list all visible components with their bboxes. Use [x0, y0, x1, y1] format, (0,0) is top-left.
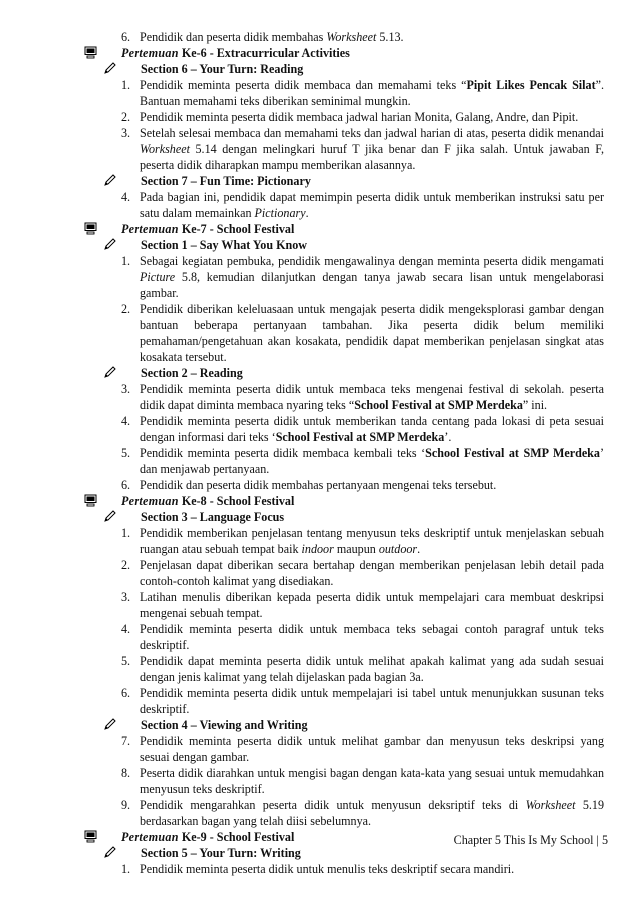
meeting-heading: Pertemuan Ke-8 - School Festival	[84, 493, 604, 509]
list-item: 2. Penjelasan dapat diberikan secara bertahap dengan memberikan penjelasan lebih detail pada contoh-contoh kalimat yang disediakan.	[121, 558, 604, 588]
list-item: 3. Setelah selesai membaca dan memahami teks dan jadwal harian di atas, peserta didik menandai Worksheet 5.14 dengan melingkari huruf T jika benar dan F jika salah. Untuk jawaban F, peserta didik diharapkan mampu memberikan alasannya.	[121, 126, 604, 172]
pencil-icon	[104, 846, 117, 858]
list-item: 8. Peserta didik diarahkan untuk mengisi bagan dengan kata-kata yang sesuai untuk memudahkan menyusun teks deskriptif.	[121, 766, 604, 796]
list-item: 9. Pendidik mengarahkan peserta didik untuk menyusun deksriptif teks di Worksheet 5.19 berdasarkan bagan yang telah diisi sebelumnya.	[121, 798, 604, 828]
section-heading: Section 1 – Say What You Know	[84, 237, 604, 253]
section-heading: Section 4 – Viewing and Writing	[84, 717, 604, 733]
list-item: 3. Latihan menulis diberikan kepada peserta didik untuk mempelajari cara membuat deskripsi mengenai sebuah tempat.	[121, 590, 604, 620]
list-item: 7. Pendidik meminta peserta didik untuk melihat gambar dan menyusun teks deskripsi yang sesuai dengan gambar.	[121, 734, 604, 764]
section-heading: Section 5 – Your Turn: Writing	[84, 845, 604, 861]
computer-icon	[84, 830, 97, 843]
computer-icon	[84, 494, 97, 507]
list-item: 1. Sebagai kegiatan pembuka, pendidik mengawalinya dengan meminta peserta didik mengamati Picture 5.8, kemudian dilanjutkan dengan tanya jawab secara lisan untuk mengelaborasi gambar.	[121, 254, 604, 300]
meeting-heading: Pertemuan Ke-7 - School Festival	[84, 221, 604, 237]
pencil-icon	[104, 510, 117, 522]
section-heading: Section 6 – Your Turn: Reading	[84, 61, 604, 77]
pencil-icon	[104, 174, 117, 186]
list-item: 6. Pendidik dan peserta didik membahas pertanyaan mengenai teks tersebut.	[121, 478, 497, 492]
list-item: 4. Pendidik meminta peserta didik untuk membaca teks sebagai contoh paragraf untuk teks deskriptif.	[121, 622, 604, 652]
meeting-heading: Pertemuan Ke-6 - Extracurricular Activities	[84, 45, 604, 61]
pencil-icon	[104, 238, 117, 250]
list-item: 6. Pendidik dan peserta didik membahas Worksheet 5.13.	[121, 30, 404, 44]
pencil-icon	[104, 366, 117, 378]
pencil-icon	[104, 718, 117, 730]
list-item: 1. Pendidik meminta peserta didik untuk menulis teks deskriptif secara mandiri.	[121, 862, 515, 876]
list-item: 4. Pendidik meminta peserta didik untuk memberikan tanda centang pada lokasi di peta sesuai dengan informasi dari teks ‘School Festival at SMP Merdeka’.	[121, 414, 604, 444]
list-item: 3. Pendidik meminta peserta didik untuk membaca teks mengenai festival di sekolah. peserta didik dapat diminta membaca nyaring teks “School Festival at SMP Merdeka” ini.	[121, 382, 604, 412]
pencil-icon	[104, 62, 117, 74]
section-heading: Section 2 – Reading	[84, 365, 604, 381]
list-item: 4. Pada bagian ini, pendidik dapat memimpin peserta didik untuk memberikan instruksi satu per satu dalam memainkan Pictionary.	[121, 190, 604, 220]
list-item: 5. Pendidik dapat meminta peserta didik untuk melihat apakah kalimat yang ada sudah sesuai dengan jenis kalimat yang telah dijelaskan pada bagian 3a.	[121, 654, 604, 684]
computer-icon	[84, 46, 97, 59]
list-item: 2. Pendidik meminta peserta didik membaca jadwal harian Monita, Galang, Andre, dan Pipit.	[121, 110, 579, 124]
list-item: 5. Pendidik meminta peserta didik membaca kembali teks ‘School Festival at SMP Merdeka’ dan menjawab pertanyaan.	[121, 446, 604, 476]
section-heading: Section 7 – Fun Time: Pictionary	[84, 173, 604, 189]
list-item: 2. Pendidik diberikan keleluasaan untuk mengajak peserta didik mengeksplorasi gambar dengan bantuan beberapa pertanyaan tambahan. Jika peserta didik belum memiliki pemahaman/pengetahuan akan kosakata, pendidik dapat memberikan penjelasan singkat atas kosakata tersebut.	[121, 302, 604, 364]
page-footer: Chapter 5 This Is My School | 5	[453, 833, 608, 847]
list-item: 1. Pendidik memberikan penjelasan tentang menyusun teks deskriptif untuk menjelaskan sebuah ruangan atau sebuah tempat baik indoor maupun outdoor.	[121, 526, 604, 556]
list-item: 6. Pendidik meminta peserta didik untuk mempelajari isi tabel untuk menunjukkan susunan teks deskriptif.	[121, 686, 604, 716]
meeting-heading: Pertemuan Ke-9 - School Festival	[84, 829, 604, 845]
section-heading: Section 3 – Language Focus	[84, 509, 604, 525]
computer-icon	[84, 222, 97, 235]
lesson-plan-content	[84, 29, 604, 877]
list-item: 1. Pendidik meminta peserta didik membaca dan memahami teks “Pipit Likes Pencak Silat”. Bantuan memahami teks diberikan seminimal mungkin.	[121, 78, 604, 108]
